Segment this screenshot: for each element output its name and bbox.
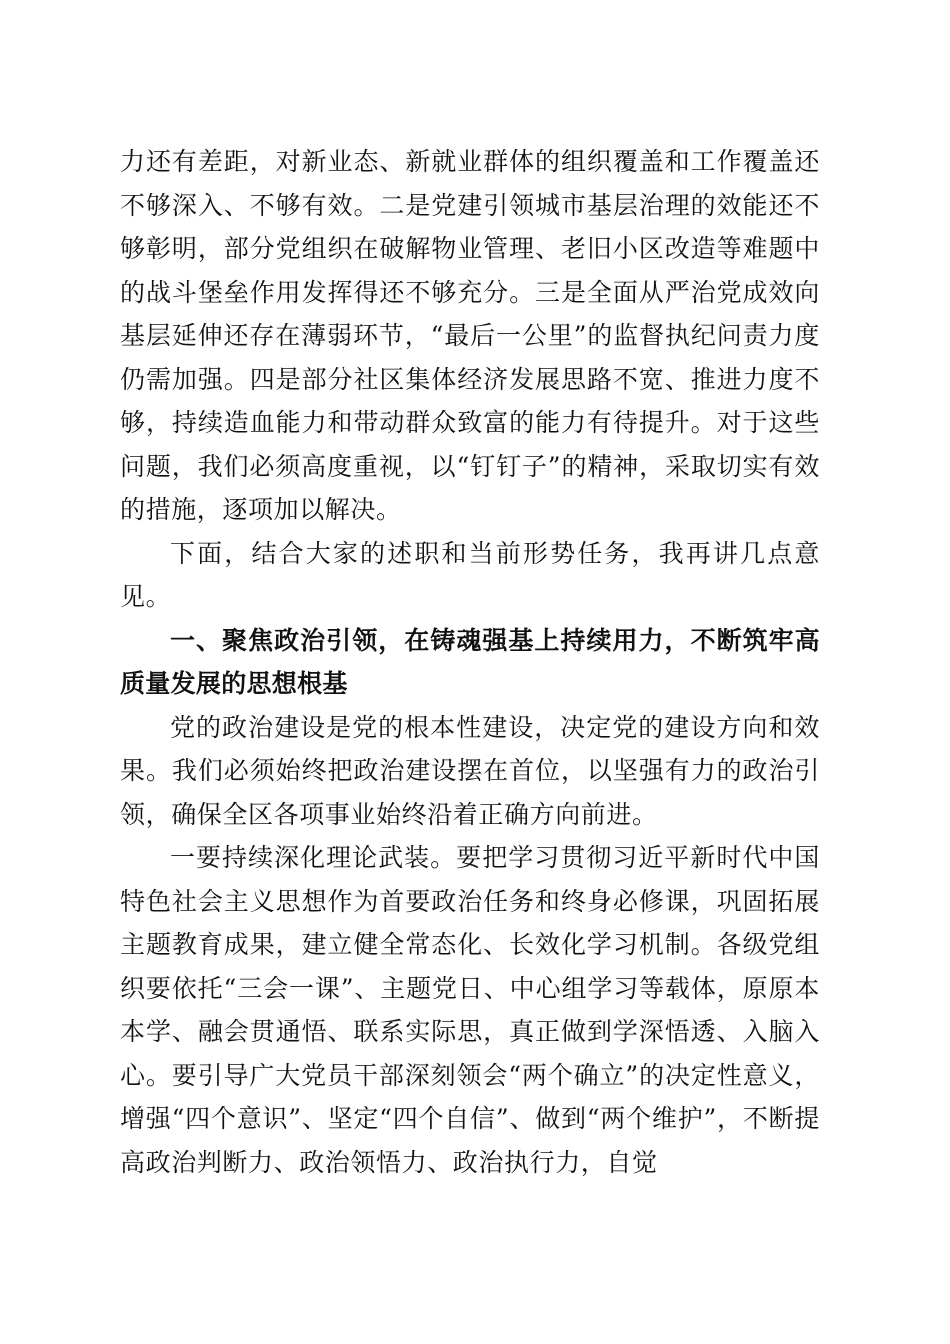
paragraph-transition: 下面，结合大家的述职和当前形势任务，我再讲几点意见。	[120, 538, 820, 611]
paragraph-section-intro: 党的政治建设是党的根本性建设，决定党的建设方向和效果。我们必须始终把政治建设摆在首位，以坚强有力的政治引领，确保全区各项事业始终沿着正确方向前进。	[120, 712, 820, 829]
document-body	[120, 140, 820, 1184]
section-heading: 一、聚焦政治引领，在铸魂强基上持续用力，不断筑牢高质量发展的思想根基	[120, 625, 820, 698]
paragraph-continuation: 力还有差距，对新业态、新就业群体的组织覆盖和工作覆盖还不够深入、不够有效。二是党建引领城市基层治理的效能还不够彰明，部分党组织在破解物业管理、老旧小区改造等难题中的战斗堡垒作用发挥得还不够充分。三是全面从严治党成效向基层延伸还存在薄弱环节，“最后一公里”的监督执纪问责力度仍需加强。四是部分社区集体经济发展思路不宽、推进力度不够，持续造血能力和带动群众致富的能力有待提升。对于这些问题，我们必须高度重视，以“钉钉子”的精神，采取切实有效的措施，逐项加以解决。	[120, 147, 820, 524]
paragraph-theory-study: 一要持续深化理论武装。要把学习贯彻习近平新时代中国特色社会主义思想作为首要政治任务和终身必修课，巩固拓展主题教育成果，建立健全常态化、长效化学习机制。各级党组织要依托“三会一课”、主题党日、中心组学习等载体，原原本本学、融会贯通悟、联系实际思，真正做到学深悟透、入脑入心。要引导广大党员干部深刻领会“两个确立”的决定性意义，增强“四个意识”、坚定“四个自信”、做到“两个维护”，不断提高政治判断力、政治领悟力、政治执行力，自觉	[120, 843, 820, 1177]
